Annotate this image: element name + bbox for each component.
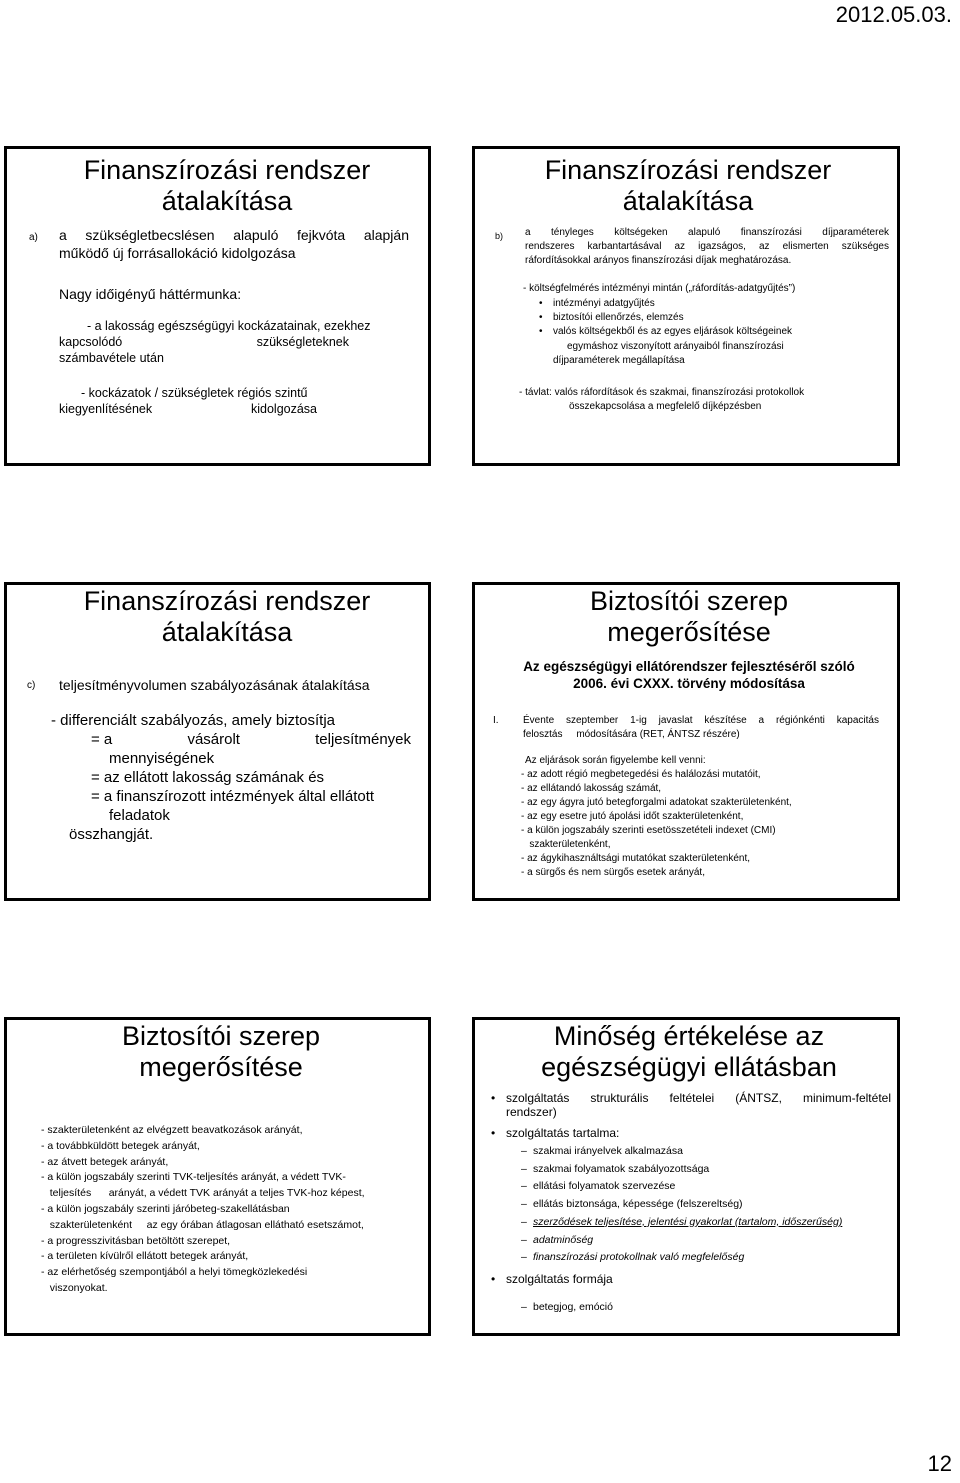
page-number: 12 bbox=[927, 1451, 952, 1476]
regulation-line-2 bbox=[91, 730, 411, 749]
list-item: teljesítés arányát, a védett TVK arányát a teljes TVK-hoz képest, bbox=[41, 1187, 365, 1200]
item-b-line-1: a tényleges költségeken alapuló finanszírozási díjparaméterek bbox=[525, 227, 889, 238]
item-i-line-2: felosztás módosítására (RET, ÁNTSZ részére) bbox=[523, 729, 740, 740]
list-item: - az ágykihasználtsági mutatókat szakterületenként, bbox=[521, 853, 751, 864]
slide-6-title: Minőség értékelése az egészségügyi ellátásban bbox=[541, 1021, 837, 1082]
slide-3-title: Finanszírozási rendszer átalakítása bbox=[83, 586, 371, 647]
regulation-line-5: = a finanszírozott intézmények által ellátott bbox=[91, 788, 375, 805]
list-item: - az egy ágyra jutó betegforgalmi adatokat szakterületenként, bbox=[521, 797, 792, 808]
regulation-word-1: = a bbox=[91, 731, 113, 748]
paragraph-1-line-1: - a lakosság egészségügyi kockázatainak, ezekhez bbox=[87, 319, 371, 333]
slide-5-title: Biztosítói szerep megerősítése bbox=[121, 1021, 321, 1082]
paragraph-1-word-b: szükségleteknek bbox=[256, 335, 349, 349]
slide-1 bbox=[4, 146, 431, 466]
paragraph-2 bbox=[59, 385, 385, 417]
paragraph-1-line-2 bbox=[59, 334, 349, 350]
roman-numeral-1: I. bbox=[493, 715, 499, 726]
list-item-text: ellátás biztonsága, képessége (felszereltség) bbox=[533, 1198, 743, 1211]
list-item: - az adott régió megbetegedési és halálozási mutatóit, bbox=[521, 769, 761, 780]
paragraph-2-line-2 bbox=[59, 401, 317, 417]
slide-4-title: Biztosítói szerep megerősítése bbox=[589, 586, 789, 647]
dash-icon: – bbox=[521, 1180, 527, 1193]
list-item: - az ellátandó lakosság számát, bbox=[521, 783, 662, 794]
list-item: • intézményi adatgyűjtés bbox=[537, 297, 792, 311]
quality-bullet-1 bbox=[489, 1091, 891, 1119]
section-heading: Nagy időigényű háttérmunka: bbox=[59, 286, 242, 302]
list-item: - a külön jogszabály szerinti TVK-teljesítés arányát, a védett TVK- bbox=[41, 1171, 346, 1184]
list-item: - szakterületenként az elvégzett beavatkozások arányát, bbox=[41, 1124, 303, 1136]
list-item-text: szakmai folyamatok szabályozottsága bbox=[533, 1162, 710, 1175]
list-item bbox=[521, 1143, 842, 1161]
list-item-text: szerződések teljesítése, jelentési gyakorlat (tartalom, időszerűség) bbox=[533, 1215, 843, 1228]
cost-survey-continuation bbox=[553, 340, 784, 368]
slide-6 bbox=[472, 1017, 900, 1336]
quality-bullet-2 bbox=[489, 1126, 619, 1140]
quality-last-item-text: betegjog, emóció bbox=[533, 1301, 613, 1313]
regulation-line-6: feladatok bbox=[109, 807, 170, 824]
item-marker-b: b) bbox=[495, 231, 504, 241]
bullet-icon: • bbox=[491, 1091, 496, 1105]
slide-3 bbox=[4, 582, 431, 901]
item-marker-a: a) bbox=[29, 232, 38, 243]
slide-2 bbox=[472, 146, 900, 466]
tavlat-text bbox=[519, 386, 804, 414]
subtitle-line-2: 2006. évi CXXX. törvény módosítása bbox=[573, 676, 805, 691]
item-b-text bbox=[525, 226, 889, 268]
item-b-line-2: rendszeres karbantartásával az igazságos, az elismerten szükséges bbox=[525, 241, 889, 252]
regulation-line-4: = az ellátott lakosság számának és bbox=[91, 769, 325, 786]
list-item: • valós költségekből és az egyes eljárások költségeinek bbox=[537, 325, 792, 339]
item-a-line-2: működő új forrásallokáció kidolgozása bbox=[59, 245, 296, 261]
list-item: - a továbbküldött betegek arányát, bbox=[41, 1139, 200, 1152]
slide-4-subtitle bbox=[485, 658, 893, 692]
paragraph-2-line-1: - kockázatok / szükségletek régiós szintű bbox=[81, 386, 308, 400]
item-marker-c: c) bbox=[27, 680, 36, 691]
list-item bbox=[521, 1161, 842, 1179]
dash-icon: – bbox=[521, 1162, 527, 1175]
item-a-line-1: a szükségletbecslésen alapuló fejkvóta alapján bbox=[59, 227, 409, 243]
item-i-line-1: Évente szeptember 1-ig javaslat készítése a régiónkénti kapacitás bbox=[523, 715, 879, 726]
slide-2-title: Finanszírozási rendszer átalakítása bbox=[544, 155, 832, 216]
paragraph-2-word-a: kiegyenlítésének bbox=[59, 402, 153, 416]
criteria-list bbox=[41, 1123, 365, 1297]
list-item bbox=[521, 1214, 842, 1232]
list-item: - a külön jogszabály szerinti járóbeteg-szakellátásban bbox=[41, 1202, 290, 1215]
list-item bbox=[521, 1196, 842, 1214]
regulation-text bbox=[51, 711, 421, 844]
list-item bbox=[521, 1232, 842, 1250]
dash-icon: – bbox=[521, 1301, 527, 1313]
quality-bullet-3-text: szolgáltatás formája bbox=[506, 1272, 613, 1286]
continuation-line-1: egymáshoz viszonyított arányaiból finanszírozási bbox=[567, 341, 784, 352]
continuation-line-2: díjparaméterek megállapítása bbox=[553, 355, 685, 366]
slide-4 bbox=[472, 582, 900, 901]
list-item: - az elérhetőség szempontjából a helyi tömegközlekedési bbox=[41, 1266, 308, 1279]
regulation-word-2: vásárolt bbox=[187, 731, 240, 748]
list-item bbox=[521, 1249, 842, 1267]
list-item: - az átvett betegek arányát, bbox=[41, 1155, 169, 1168]
item-b-line-3: ráfordításokkal arányos finanszírozási díjak meghatározása. bbox=[525, 255, 792, 266]
dash-icon: – bbox=[521, 1251, 527, 1264]
list-item-text: ellátási folyamatok szervezése bbox=[533, 1180, 676, 1193]
list-item: - a területen kívülről ellátott betegek arányát, bbox=[41, 1250, 249, 1263]
dash-icon: – bbox=[521, 1233, 527, 1246]
slide-5 bbox=[4, 1017, 431, 1336]
regulation-line-3: mennyiségének bbox=[109, 750, 215, 767]
cost-survey-intro: - költségfelmérés intézményi mintán („ráfordítás-adatgyűjtés”) bbox=[523, 283, 796, 294]
tavlat-line-1: - távlat: valós ráfordítások és szakmai, finanszírozási protokollok bbox=[519, 387, 805, 398]
list-item: - a külön jogszabály szerinti esetösszetételi indexet (CMI) bbox=[521, 825, 776, 836]
header-date: 2012.05.03. bbox=[835, 2, 952, 27]
list-item: - a progresszivitásban betöltött szerepet, bbox=[41, 1234, 231, 1247]
item-i-text bbox=[523, 714, 879, 742]
tavlat-line-2: összekapcsolása a megfelelő díjképzésben bbox=[569, 401, 762, 412]
paragraph-1 bbox=[59, 318, 385, 366]
list-item: viszonyokat. bbox=[41, 1281, 108, 1294]
paragraph-2-word-b: kidolgozása bbox=[250, 402, 317, 416]
list-item: szakterületenként az egy órában átlagosan ellátható esetszámot, bbox=[41, 1218, 364, 1231]
regulation-line-1: - differenciált szabályozás, amely biztosítja bbox=[51, 712, 336, 729]
dash-icon: – bbox=[521, 1145, 527, 1157]
procedure-intro: Az eljárások során figyelembe kell venni: bbox=[525, 755, 706, 766]
regulation-word-3: teljesítmények bbox=[315, 731, 411, 748]
quality-bullet-2-text: szolgáltatás tartalma: bbox=[506, 1126, 620, 1140]
dash-icon: – bbox=[521, 1215, 527, 1228]
paragraph-1-line-3: számbavétele után bbox=[59, 351, 164, 365]
quality-bullet-1-line-2: rendszer) bbox=[506, 1105, 557, 1119]
cost-survey-bullets bbox=[537, 297, 792, 339]
slide-1-title: Finanszírozási rendszer átalakítása bbox=[83, 155, 371, 216]
regulation-line-7: összhangját. bbox=[69, 826, 154, 843]
bullet-icon: • bbox=[491, 1126, 496, 1140]
subtitle-line-1: Az egészségügyi ellátórendszer fejlesztéséről szóló bbox=[523, 659, 855, 674]
list-item: - a sürgős és nem sürgős esetek arányát, bbox=[521, 867, 705, 878]
paragraph-1-word-a: kapcsolódó bbox=[59, 335, 123, 349]
list-item-text: finanszírozási protokollnak való megfelelőség bbox=[533, 1251, 745, 1264]
dash-icon: – bbox=[521, 1198, 527, 1211]
list-item-text: adatminőség bbox=[533, 1233, 594, 1246]
procedure-list bbox=[521, 768, 792, 880]
quality-bullet-3 bbox=[489, 1272, 613, 1286]
list-item bbox=[521, 1178, 842, 1196]
quality-dash-list bbox=[521, 1143, 842, 1267]
list-item: • biztosítói ellenőrzés, elemzés bbox=[537, 311, 792, 325]
list-item: szakterületenként, bbox=[521, 839, 611, 850]
item-c-text: teljesítményvolumen szabályozásának átalakítása bbox=[59, 677, 370, 693]
bullet-icon: • bbox=[491, 1272, 496, 1286]
list-item: - az egy esetre jutó ápolási időt szakterületenként, bbox=[521, 811, 744, 822]
quality-last-item bbox=[521, 1300, 613, 1315]
list-item-text: szakmai irányelvek alkalmazása bbox=[533, 1145, 683, 1157]
quality-bullet-1-line-1: szolgáltatás strukturális feltételei (ÁNTSZ, minimum-feltétel bbox=[506, 1091, 891, 1105]
